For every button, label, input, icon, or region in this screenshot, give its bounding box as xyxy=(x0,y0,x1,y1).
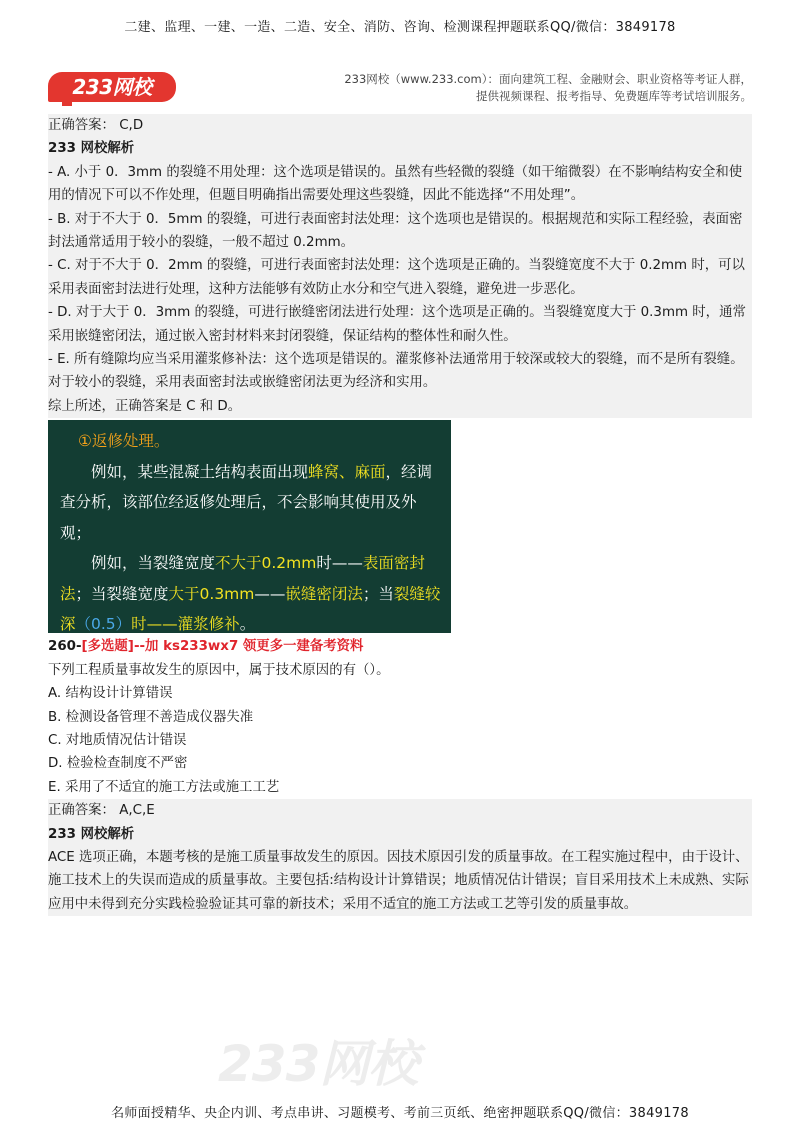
promo-text: --加 ks233wx7 领更多一建备考资料 xyxy=(133,639,364,655)
slide-highlight-blue: （0.5） xyxy=(75,615,132,634)
document-body xyxy=(48,114,752,916)
slide-highlight: 不大于0.2mm xyxy=(215,554,317,573)
q260-option-e: E. 采用了不适宜的施工方法或施工工艺 xyxy=(48,779,280,795)
slide-text: —— xyxy=(254,584,286,603)
lecture-slide-image xyxy=(48,420,451,633)
q259-analysis-option-a: - A. 小于 0．3mm 的裂缝不用处理：这个选项是错误的。虽然有些轻微的裂缝（如干缩微裂）在不影响结构安全和使用的情况下可以不作处理，但题目明确指出需要处理这些裂缝，因此不能选择“不用处理”。 xyxy=(48,164,743,204)
q260-option-d: D. 检验检查制度不严密 xyxy=(48,756,188,772)
q259-analysis-option-c: - C. 对于不大于 0．2mm 的裂缝，可进行表面密封法处理：这个选项是正确的。当裂缝宽度不大于 0.2mm 时，可以采用表面密封法进行处理，这种方法能够有效防止水分和空气进入裂缝，避免进一步恶化。 xyxy=(48,258,745,297)
slide-highlight: 大于0.3mm xyxy=(168,584,255,603)
q260-option-b: B. 检测设备管理不善造成仪器失准 xyxy=(48,709,254,725)
slide-text: ；当 xyxy=(362,584,394,603)
site-info-line-1: 233网校（www.233.com）：面向建筑工程、金融财会、职业资格等考证人群， xyxy=(344,72,752,86)
question-number: 260- xyxy=(48,639,82,655)
q260-solution xyxy=(48,799,752,916)
slide-paragraph-2 xyxy=(60,548,441,640)
watermark-logo: 233网校 xyxy=(218,1035,418,1093)
q259-analysis-option-b: - B. 对于不大于 0．5mm 的裂缝，可进行表面密封法处理：这个选项也是错误的。根据规范和实际工程经验，表面密封法通常适用于较小的裂缝，一般不超过 0.2mm。 xyxy=(48,211,743,251)
q260-option-c: C. 对地质情况估计错误 xyxy=(48,732,187,748)
slide-highlight: 嵌缝密闭法 xyxy=(285,584,363,603)
slide-paragraph-1 xyxy=(60,457,441,549)
q260-analysis-title: 233 网校解析 xyxy=(48,826,135,842)
slide-text: 。 xyxy=(239,615,256,634)
logo-accent xyxy=(62,102,72,106)
q259-analysis-title: 233 网校解析 xyxy=(48,137,752,160)
slide-text: ；当裂缝宽度 xyxy=(75,584,169,603)
q259-analysis xyxy=(48,161,752,418)
slide-text: 时—— xyxy=(316,554,363,573)
header-contact-line: 二建、监理、一建、一造、二造、安全、消防、咨询、检测课程押题联系QQ/微信：3849178 xyxy=(124,20,676,35)
q260-answer: 正确答案： A,C,E xyxy=(48,803,155,819)
q259-analysis-option-e: - E. 所有缝隙均应当采用灌浆修补法：这个选项是错误的。灌浆修补法通常用于较深或较大的裂缝，而不是所有裂缝。对于较小的裂缝，采用表面密封法或嵌缝密闭法更为经济和实用。 xyxy=(48,352,744,391)
site-info xyxy=(312,71,752,105)
slide-highlight: 蜂窝、麻面 xyxy=(308,462,386,481)
site-info-line-2: 提供视频课程、报考指导、免费题库等考试培训服务。 xyxy=(476,89,752,103)
slide-text: ，经调查分析，该部位经返修处理后，不会影响其使用及外观； xyxy=(60,462,433,542)
footer-contact-line: 名师面授精华、央企内训、考点串讲、习题模考、考前三页纸、绝密押题联系QQ/微信：3849178 xyxy=(111,1106,689,1121)
slide-highlight: 裂缝较深 xyxy=(60,584,441,634)
q259-conclusion: 综上所述，正确答案是 C 和 D。 xyxy=(48,398,242,414)
q260-option-a: A. 结构设计计算错误 xyxy=(48,686,173,702)
q259-answer: 正确答案： C,D xyxy=(48,114,752,137)
slide-highlight: 时——灌浆修补 xyxy=(131,615,240,634)
slide-text: 例如，当裂缝宽度 xyxy=(91,554,216,573)
slide-text: 例如，某些混凝土结构表面出现 xyxy=(91,462,309,481)
q260-stem: 下列工程质量事故发生的原因中，属于技术原因的有（）。 xyxy=(48,662,390,678)
q260-analysis: ACE 选项正确，本题考核的是施工质量事故发生的原因。因技术原因引发的质量事故。在工程实施过程中，由于设计、施工技术上的失误而造成的质量事故。主要包括:结构设计计算错误；地质情况估计错误；盲目采用技术上未成熟、实际应用中未得到充分实践检验验证其可靠的新技术；采用不适宜的施工方法或工艺等引发的质量事故。 xyxy=(48,849,749,912)
site-logo: 233网校 xyxy=(48,72,176,102)
q259-analysis-option-d: - D. 对于大于 0．3mm 的裂缝，可进行嵌缝密闭法进行处理：这个选项是正确的。当裂缝宽度大于 0.3mm 时，通常采用嵌缝密闭法，通过嵌入密封材料来封闭裂缝，保证结构的整体性和耐久性。 xyxy=(48,305,746,344)
q260-heading xyxy=(48,635,752,658)
question-type-tag: [多选题] xyxy=(81,639,134,655)
slide-title: ①返修处理。 xyxy=(78,432,170,451)
slide-highlight: 表面密封法 xyxy=(60,554,425,603)
